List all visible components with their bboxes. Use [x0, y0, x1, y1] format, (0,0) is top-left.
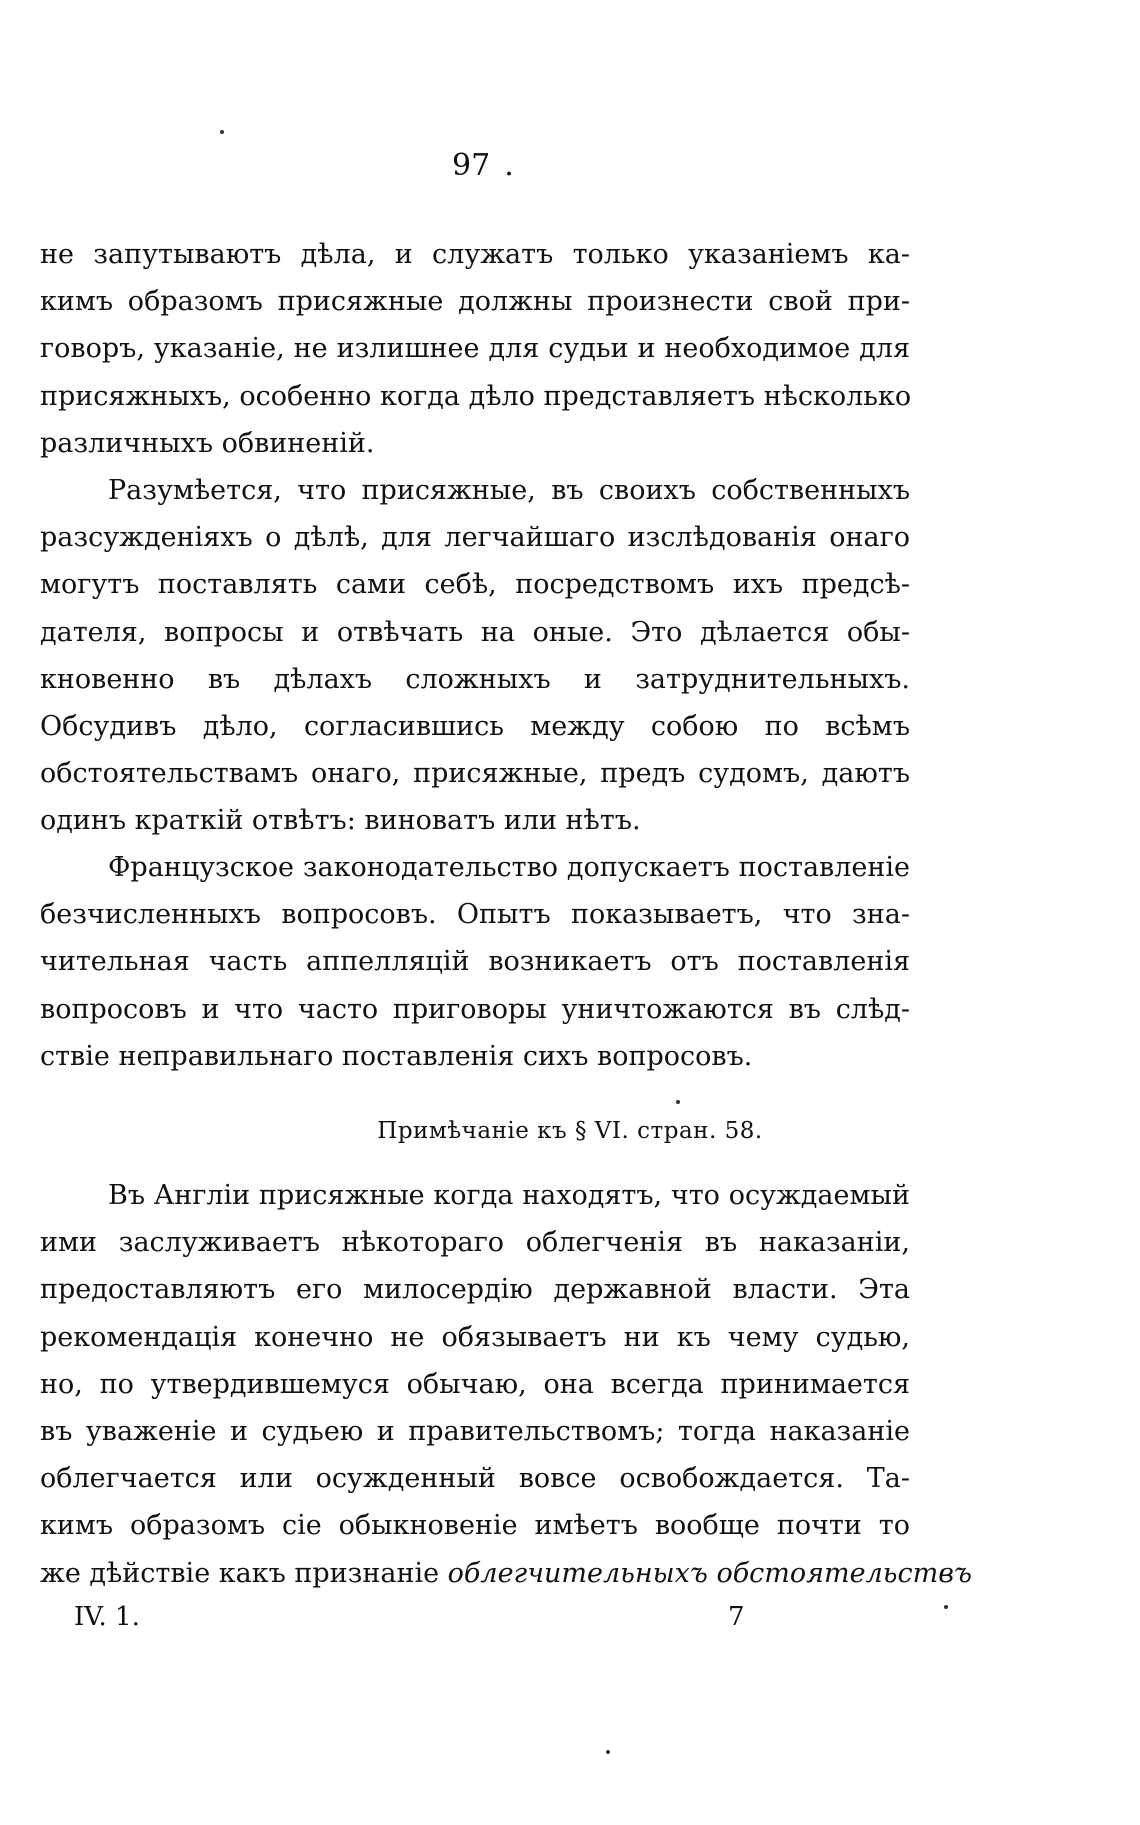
paragraph-1-line: различныхъ обвиненій.	[40, 427, 375, 459]
page-number-value: 97	[452, 148, 491, 183]
paragraph-3-line: чительная часть аппелляцій возникаетъ отъ поставленія	[40, 946, 910, 978]
print-speck	[606, 1750, 610, 1754]
paragraph-2-line: могутъ поставлять сами себѣ, посредствомъ ихъ предсѣ-	[40, 569, 910, 601]
paragraph-2-line: одинъ краткій отвѣтъ: виноватъ или нѣтъ.	[40, 805, 641, 837]
paragraph-1-line: кимъ образомъ присяжные должны произнести свой при-	[40, 286, 910, 318]
paragraph-2-line: обстоятельствамъ онаго, присяжные, предъ судомъ, даютъ	[40, 758, 910, 790]
signature-mark: IV. 1.	[74, 1602, 140, 1632]
paragraph-4-line: но, по утвердившемуся обычаю, она всегда принимается	[40, 1368, 910, 1400]
note-heading: Примѣчаніе къ § VI. стран. 58.	[377, 1118, 763, 1144]
paragraph-2-line: Разумѣется, что присяжные, въ своихъ собственныхъ	[108, 475, 910, 506]
paragraph-4-line: предоставляютъ его милосердію державной власти. Эта	[40, 1274, 910, 1306]
paragraph-2-line: разсужденіяхъ о дѣлѣ, для легчайшаго изслѣдованія онаго	[40, 522, 910, 554]
paragraph-3-line: вопросовъ и что часто приговоры уничтожаются въ слѣд-	[40, 993, 910, 1025]
paragraph-2-line: кновенно въ дѣлахъ сложныхъ и затруднительныхъ.	[40, 663, 910, 695]
paragraph-3-line: Французское законодательство допускаетъ поставленіе	[108, 852, 910, 883]
paragraph-2-line: Обсудивъ дѣло, согласившись между собою по всѣмъ	[40, 710, 910, 742]
paragraph-2	[40, 467, 910, 845]
paragraph-1-line: не запутываютъ дѣла, и служатъ только указаніемъ ка-	[40, 239, 910, 270]
paragraph-4-line: кимъ образомъ сіе обыкновеніе имѣетъ вообще почти то	[40, 1510, 910, 1542]
paragraph-3-line: безчисленныхъ вопросовъ. Опытъ показываетъ, что зна-	[40, 899, 910, 931]
paragraph-3	[40, 844, 910, 1080]
paragraph-3-line: ствіе неправильнаго поставленія сихъ вопросовъ.	[40, 1040, 753, 1072]
paragraph-1	[40, 231, 910, 467]
leaf-number: 7	[728, 1602, 745, 1632]
paragraph-4-last-italic: облегчительныхъ обстоятельствъ	[447, 1557, 972, 1589]
paragraph-4	[40, 1172, 972, 1597]
page-number	[452, 148, 514, 183]
paragraph-4-line	[40, 1550, 972, 1597]
paragraph-4-line: рекомендація конечно не обязываетъ ни къ чему судью,	[40, 1321, 910, 1353]
paragraph-4-line: ими заслуживаетъ нѣкотораго облегченія въ наказаніи,	[40, 1227, 910, 1259]
page-number-mark: .	[504, 148, 514, 183]
paragraph-4-line: Въ Англіи присяжные когда находятъ, что осуждаемый	[108, 1180, 910, 1211]
paragraph-4-last-plain: же дѣйствіе какъ признаніе	[40, 1557, 448, 1589]
print-speck	[220, 130, 224, 134]
print-speck	[944, 1605, 948, 1609]
print-speck	[676, 1100, 680, 1104]
paragraph-2-line: дателя, вопросы и отвѣчать на оные. Это дѣлается обы-	[40, 616, 910, 648]
paragraph-4-line: въ уваженіе и судьею и правительствомъ; тогда наказаніе	[40, 1415, 910, 1447]
paragraph-1-line: присяжныхъ, особенно когда дѣло представляетъ нѣсколько	[40, 380, 912, 412]
paragraph-4-line: облегчается или осужденный вовсе освобождается. Та-	[40, 1463, 910, 1495]
paragraph-1-line: говоръ, указаніе, не излишнее для судьи и необходимое для	[40, 333, 910, 365]
